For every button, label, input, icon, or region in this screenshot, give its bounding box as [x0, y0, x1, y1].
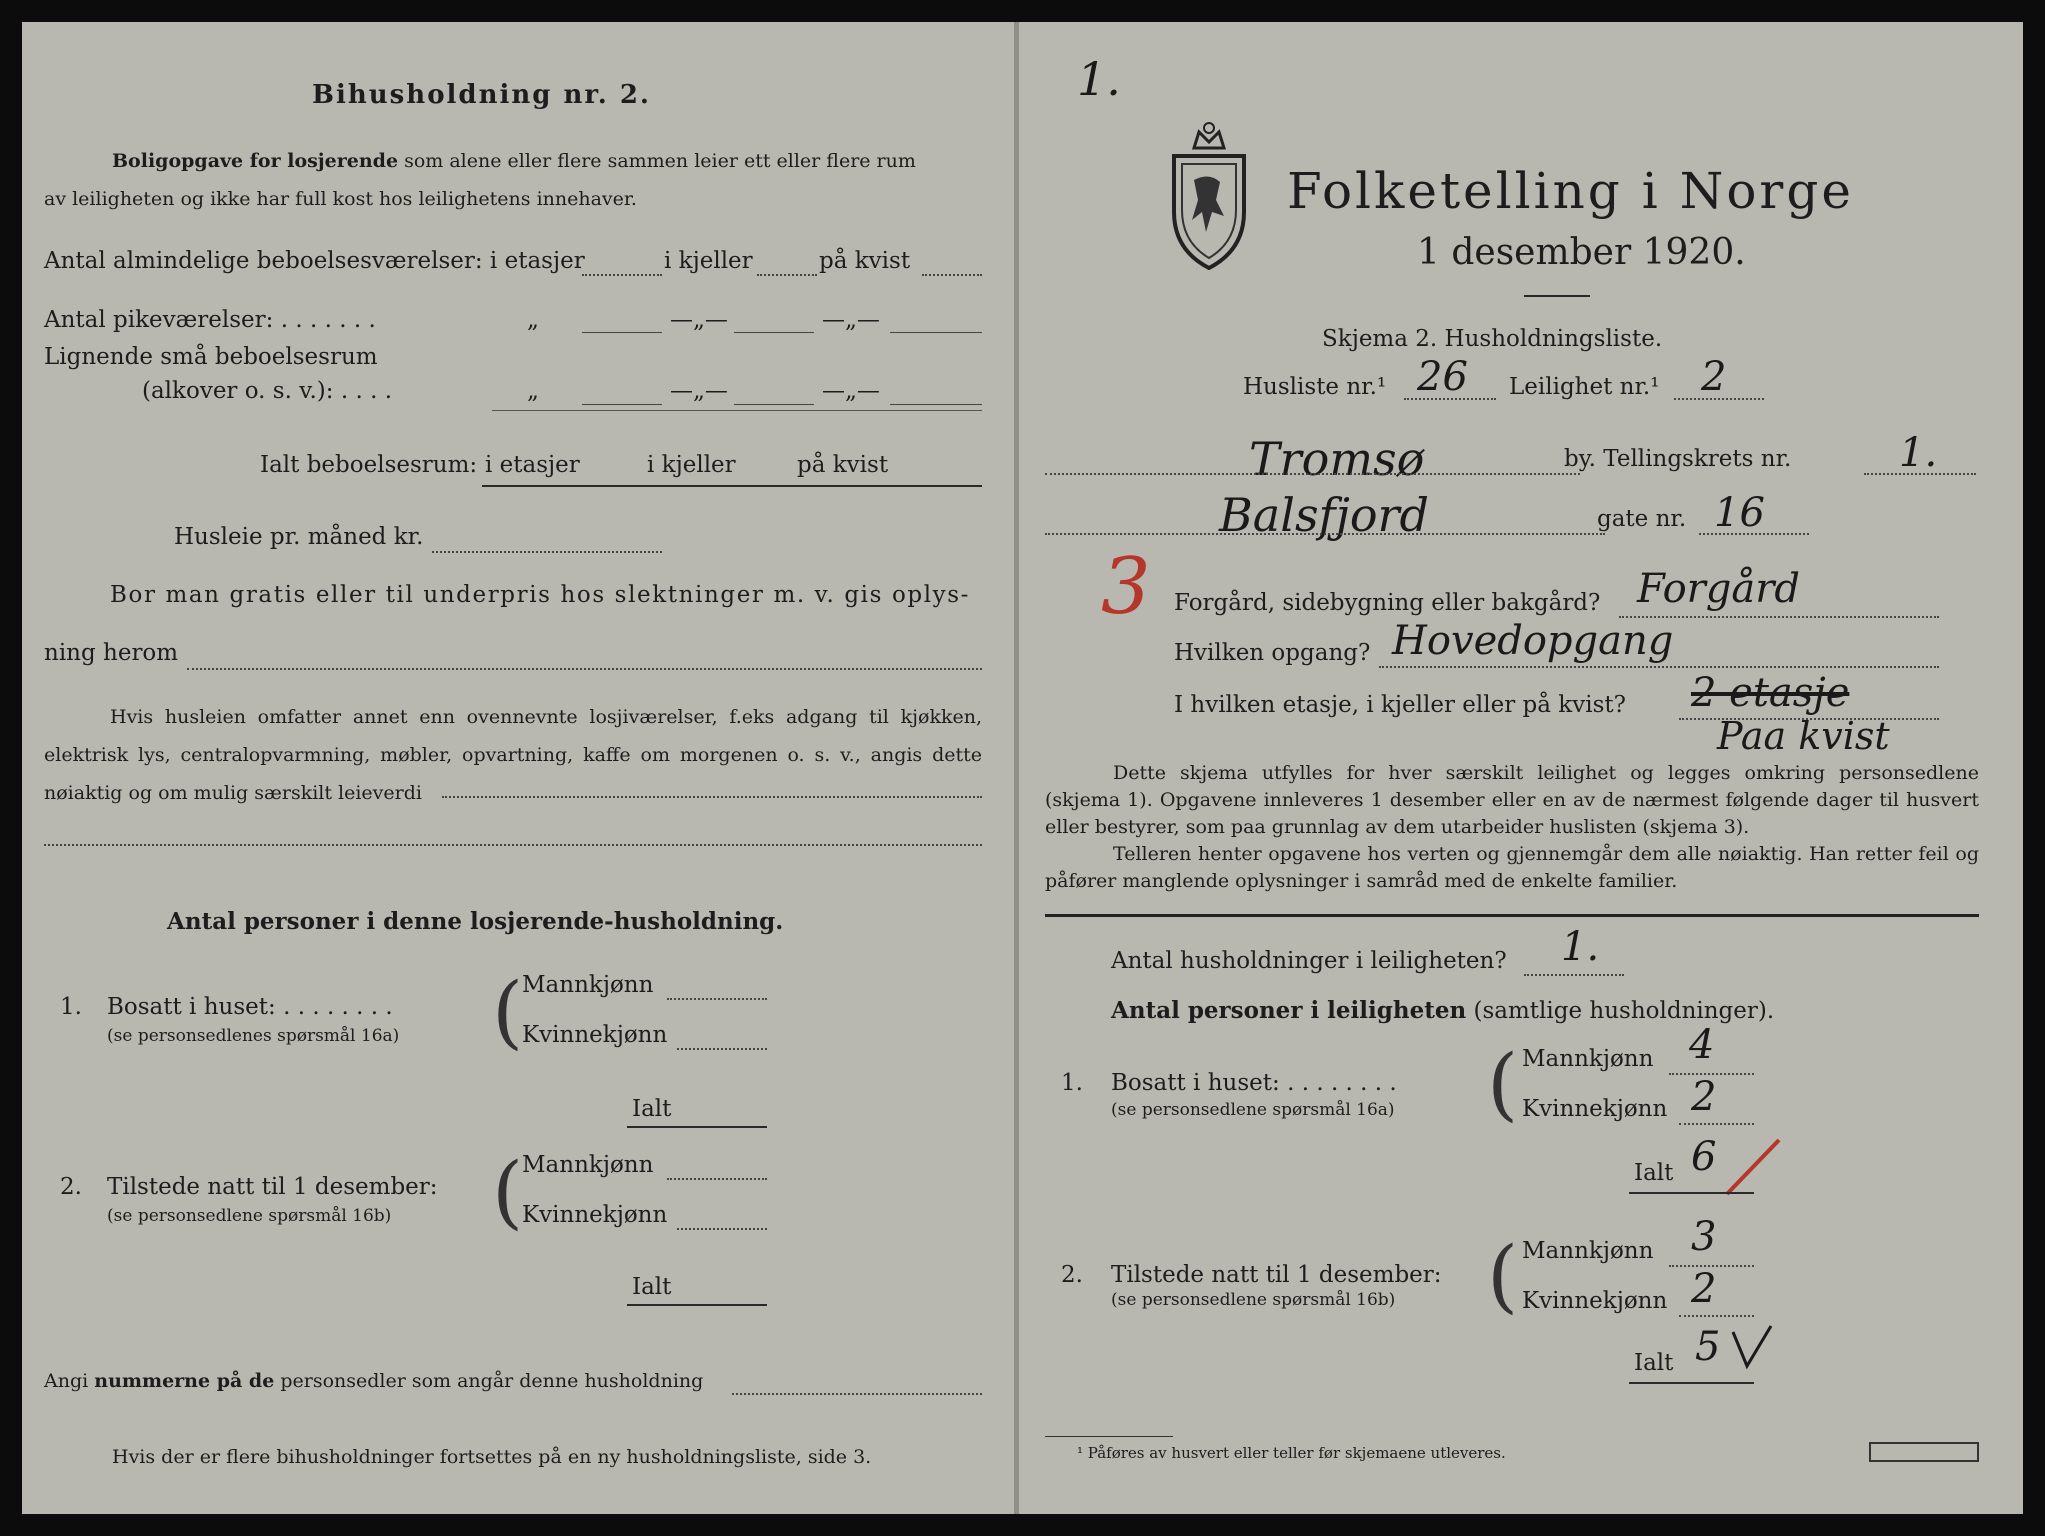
- lignende-kvist-field[interactable]: [890, 404, 982, 405]
- pike-label: Antal pikeværelser: . . . . . . .: [44, 307, 376, 333]
- lignende-sum-rule: [492, 410, 982, 411]
- persons-bold: Antal personer i leiligheten: [1111, 997, 1467, 1024]
- pike-kvist-field[interactable]: [890, 332, 982, 333]
- pike-ditto-3: —„—: [822, 307, 880, 333]
- q2-num: 2.: [60, 1174, 82, 1200]
- intro-line1: [112, 150, 916, 172]
- q2-ialt-field[interactable]: [627, 1304, 767, 1306]
- r-q2-kvinne-label: Kvinnekjønn: [1522, 1288, 1668, 1314]
- hush-value[interactable]: 1.: [1561, 924, 1600, 970]
- footnote: ¹ Påføres av husvert eller teller før skjemaene utleveres.: [1077, 1444, 1506, 1462]
- q2-kvinne-label: Kvinnekjønn: [522, 1202, 668, 1228]
- left-page: [22, 22, 1014, 1514]
- footnote-rule: [1045, 1436, 1173, 1437]
- q1-ialt-field[interactable]: [627, 1126, 767, 1128]
- lignende-line2: (alkover o. s. v.): . . . .: [142, 378, 393, 404]
- angi-bold: nummerne på de: [94, 1370, 275, 1392]
- by-krets-label: by. Tellingskrets nr.: [1564, 446, 1792, 472]
- intro-bold: Boligopgave for losjerende: [112, 150, 399, 172]
- r-q1-kvinne-value[interactable]: 2: [1691, 1074, 1717, 1120]
- krets-field: [1864, 473, 1976, 475]
- r-q1-mann-label: Mannkjønn: [1522, 1046, 1654, 1072]
- opgang-value[interactable]: Hovedopgang: [1392, 618, 1674, 664]
- lignende-etasjer-field[interactable]: [582, 404, 662, 405]
- schema-label: Skjema 2. Husholdningsliste.: [1322, 326, 1663, 352]
- r-q1-sub: (se personsedlene spørsmål 16a): [1111, 1100, 1395, 1120]
- q1-kvinne-label: Kvinnekjønn: [522, 1022, 668, 1048]
- gate-field: [1699, 533, 1809, 535]
- page-mark: 1.: [1077, 52, 1121, 106]
- rooms-kjeller-label: i kjeller: [664, 248, 753, 274]
- gratis-line1: Bor man gratis eller til underpris hos slektninger m. v. gis oplys-: [110, 582, 971, 608]
- angi-pre: Angi: [44, 1370, 95, 1392]
- lignende-line1: Lignende små beboelsesrum: [44, 344, 378, 370]
- r-q2-ialt-field: [1629, 1382, 1754, 1384]
- q2-mann-field[interactable]: [667, 1178, 767, 1180]
- coat-of-arms-icon: [1164, 120, 1254, 270]
- r-q1-num: 1.: [1061, 1070, 1083, 1096]
- r-q2-ialt-check-icon: [1727, 1322, 1777, 1372]
- hush-label: Antal husholdninger i leiligheten?: [1111, 948, 1507, 974]
- pike-etasjer-field[interactable]: [582, 332, 662, 333]
- r-q2-mann-label: Mannkjønn: [1522, 1238, 1654, 1264]
- q2-mann-label: Mannkjønn: [522, 1152, 654, 1178]
- r-q1-kvinne-label: Kvinnekjønn: [1522, 1096, 1668, 1122]
- pike-ditto-1: „: [527, 307, 539, 333]
- persons-heading: [1111, 997, 1774, 1024]
- r-q2-mann-value[interactable]: 3: [1691, 1214, 1717, 1260]
- pike-kjeller-field[interactable]: [734, 332, 814, 333]
- lignende-ditto-3: —„—: [822, 378, 880, 404]
- printer-stamp: [1869, 1442, 1979, 1462]
- forgard-label: Forgård, sidebygning eller bakgård?: [1174, 590, 1601, 616]
- husliste-field: [1404, 398, 1496, 400]
- lignende-ditto-1: „: [527, 378, 539, 404]
- q2-sub: (se personsedlene spørsmål 16b): [107, 1206, 392, 1226]
- r-q2-brace: (: [1487, 1229, 1519, 1322]
- husleien-text: Hvis husleien omfatter annet enn ovennevnte losjiværelser, f.eks adgang til kjøkken, elektrisk lys, centralopvarmning, møbler, opvartning, kaffe om morgenen o. s. v., angis dette nøiaktig og om mulig særskilt leieverdi: [44, 706, 982, 804]
- q1-brace: (: [492, 965, 524, 1058]
- ialt-rooms-kvist-label: på kvist: [797, 452, 889, 478]
- r-q2-sub: (se personsedlene spørsmål 16b): [1111, 1290, 1396, 1310]
- street-value[interactable]: Balsfjord: [1219, 488, 1429, 542]
- q1-kvinne-field[interactable]: [677, 1048, 767, 1050]
- city-value[interactable]: Tromsø: [1249, 432, 1425, 486]
- husliste-label: Husliste nr.¹: [1243, 374, 1387, 400]
- r-q2-kvinne-value[interactable]: 2: [1691, 1266, 1717, 1312]
- etasje-value[interactable]: Paa kvist: [1717, 714, 1890, 758]
- city-field: [1045, 473, 1580, 475]
- ialt-rooms-rule: [482, 485, 982, 487]
- intro-line2: av leiligheten og ikke har full kost hos leilighetens innehaver.: [44, 188, 637, 210]
- leilighet-value[interactable]: 2: [1701, 354, 1727, 400]
- street-field: [1045, 533, 1605, 535]
- ialt-rooms-label: Ialt beboelsesrum:: [260, 452, 478, 478]
- krets-value[interactable]: 1.: [1899, 430, 1938, 476]
- etasje-struck: 2 etasje: [1691, 670, 1850, 716]
- q1-label: Bosatt i huset: . . . . . . . .: [107, 994, 393, 1020]
- r-q1-label: Bosatt i huset: . . . . . . . .: [1111, 1070, 1397, 1096]
- q2-label: Tilstede natt til 1 desember:: [107, 1174, 438, 1200]
- husleie-field[interactable]: [432, 551, 662, 553]
- r-q1-ialt-label: Ialt: [1634, 1160, 1674, 1186]
- opgang-label: Hvilken opgang?: [1174, 640, 1371, 666]
- husleien-field[interactable]: [442, 796, 982, 798]
- r-q2-kvinne-field: [1679, 1315, 1754, 1317]
- r-q1-ialt-value[interactable]: 6: [1691, 1134, 1717, 1180]
- r-q1-mann-value[interactable]: 4: [1689, 1022, 1715, 1068]
- gate-value[interactable]: 16: [1714, 490, 1765, 536]
- rooms-kjeller-field[interactable]: [757, 274, 817, 276]
- intro-rest: som alene eller flere sammen leier ett eller flere rum: [398, 150, 916, 172]
- pike-ditto-2: —„—: [670, 307, 728, 333]
- right-title: Folketelling i Norge: [1287, 162, 1854, 220]
- leilighet-field: [1674, 398, 1764, 400]
- q1-ialt-label: Ialt: [632, 1096, 672, 1122]
- ialt-rooms-kjeller-label: i kjeller: [647, 452, 736, 478]
- angi-rest: personsedler som angår denne husholdning: [274, 1370, 704, 1392]
- husleien-field-2[interactable]: [44, 844, 982, 846]
- rooms-label: Antal almindelige beboelsesværelser: i etasjer: [44, 248, 585, 274]
- persons-title: Antal personer i denne losjerende-husholdning.: [167, 908, 784, 935]
- right-page: [1019, 22, 2023, 1514]
- rooms-kvist-field[interactable]: [922, 274, 982, 276]
- forgard-value[interactable]: Forgård: [1637, 566, 1800, 612]
- q1-num: 1.: [60, 994, 82, 1020]
- left-footer: Hvis der er flere bihusholdninger fortsettes på en ny husholdningsliste, side 3.: [112, 1446, 872, 1468]
- r-q2-ialt-label: Ialt: [1634, 1350, 1674, 1376]
- r-q2-label: Tilstede natt til 1 desember:: [1111, 1262, 1442, 1288]
- opgang-field: [1379, 666, 1939, 668]
- rooms-etasjer-field[interactable]: [582, 274, 662, 276]
- rooms-kvist-label: på kvist: [819, 248, 911, 274]
- angi-line: [44, 1370, 703, 1392]
- q2-ialt-label: Ialt: [632, 1274, 672, 1300]
- q1-sub: (se personsedlenes spørsmål 16a): [107, 1026, 400, 1046]
- r-q2-num: 2.: [1061, 1262, 1083, 1288]
- ialt-rooms-etasjer-label: i etasjer: [485, 452, 580, 478]
- gate-label: gate nr.: [1597, 506, 1687, 532]
- q2-brace: (: [492, 1145, 524, 1238]
- lignende-kjeller-field[interactable]: [734, 404, 814, 405]
- left-title: Bihusholdning nr. 2.: [312, 80, 651, 110]
- r-q1-kvinne-field: [1679, 1123, 1754, 1125]
- persons-rest: (samtlige husholdninger).: [1466, 998, 1775, 1024]
- angi-field[interactable]: [732, 1393, 982, 1395]
- gratis-field[interactable]: [187, 668, 982, 670]
- leilighet-label: Leilighet nr.¹: [1509, 374, 1660, 400]
- r-q1-brace: (: [1487, 1037, 1519, 1130]
- r-q1-ialt-field: [1629, 1192, 1754, 1194]
- hush-field: [1524, 974, 1624, 976]
- q1-mann-label: Mannkjønn: [522, 972, 654, 998]
- husleie-label: Husleie pr. måned kr.: [174, 524, 424, 550]
- gratis-line2: ning herom: [44, 640, 179, 666]
- lignende-ditto-2: —„—: [670, 378, 728, 404]
- info-para2: Telleren henter opgavene hos verten og gjennemgår dem alle nøiaktig. Han retter feil og påfører manglende oplysninger i samråd med de enkelte familier.: [1045, 843, 1979, 892]
- census-date: 1 desember 1920.: [1417, 232, 1746, 273]
- r-q2-ialt-value[interactable]: 5: [1695, 1324, 1721, 1370]
- q1-mann-field[interactable]: [667, 998, 767, 1000]
- title-divider: [1524, 295, 1590, 297]
- etasje-label: I hvilken etasje, i kjeller eller på kvist?: [1174, 692, 1626, 718]
- info-rule: [1045, 914, 1979, 917]
- q2-kvinne-field[interactable]: [677, 1228, 767, 1230]
- info-para1: Dette skjema utfylles for hver særskilt leilighet og legges omkring personsedlene (skjema 1). Opgavene innleveres 1 desember eller en av de nærmest følgende dager til husvert eller bestyrer, som paa grunnlag av dem utarbeider huslisten (skjema 3).: [1045, 762, 1979, 838]
- red-mark: 3: [1101, 542, 1151, 632]
- husliste-value[interactable]: 26: [1417, 354, 1468, 400]
